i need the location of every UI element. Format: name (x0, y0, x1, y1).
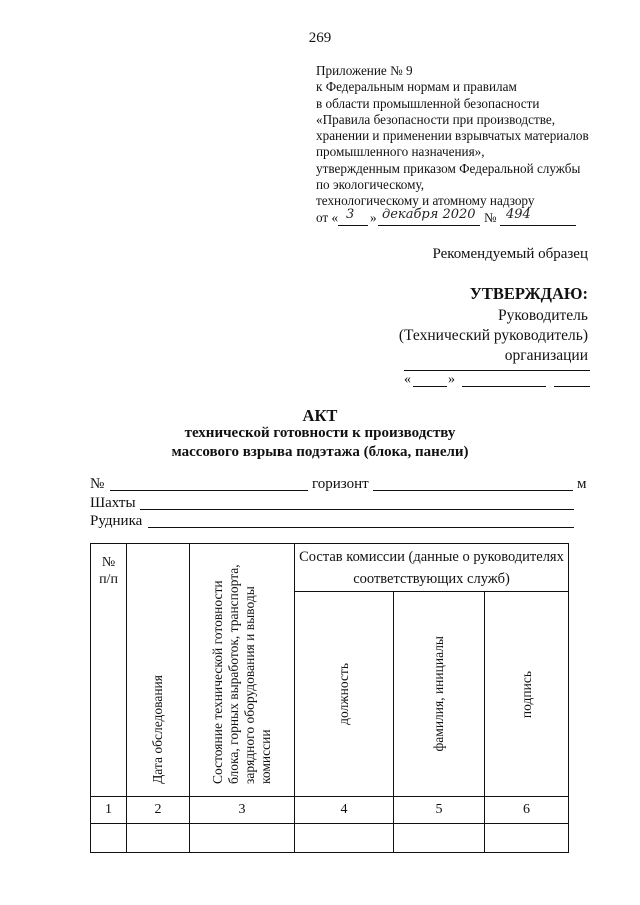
act-fields (90, 476, 590, 532)
column-number: 4 (295, 797, 394, 824)
appendix-block (316, 63, 616, 230)
header-name-label: фамилия, инициалы (431, 636, 446, 752)
approval-line: Руководитель (497, 307, 588, 324)
empty-cell[interactable] (91, 824, 127, 853)
number-horizon-row (90, 476, 590, 495)
appendix-line: Приложение № 9 (316, 63, 413, 78)
column-number: 6 (485, 797, 569, 824)
act-number-label: № (90, 476, 105, 492)
appendix-line: «Правила безопасности при производстве, (316, 111, 556, 127)
header-signature-label: подпись (518, 670, 534, 718)
empty-cell[interactable] (394, 824, 485, 853)
document-subtitle: технической готовности к производству (184, 425, 456, 441)
empty-cell[interactable] (295, 824, 394, 853)
appendix-line: промышленного назначения», (316, 144, 485, 160)
approval-heading: УТВЕРЖДАЮ: (469, 284, 588, 303)
appendix-line: технологическому и атомному надзору (316, 193, 535, 209)
approval-signature-line (404, 370, 590, 371)
approval-date-open: « (404, 372, 411, 387)
appendix-line: к Федеральным нормам и правилам (316, 79, 517, 95)
table-row-numbers (91, 797, 569, 824)
empty-cell[interactable] (190, 824, 295, 853)
order-date-prefix: от « (316, 209, 339, 225)
column-number: 1 (91, 797, 127, 824)
appendix-line: в области промышленной безопасности (316, 95, 540, 111)
header-position-label: должность (336, 663, 351, 726)
act-number-blank[interactable] (110, 490, 308, 491)
recommended-sample: Рекомендуемый образец (432, 246, 588, 262)
header-date (127, 544, 190, 797)
header-state-label: Состояние технической готовности блока, горных выработок, транспорта, зарядного оборудования и выводы комиссии (210, 564, 273, 784)
empty-cell[interactable] (127, 824, 190, 853)
horizon-label: горизонт (312, 476, 369, 492)
header-number-label: № п/п (99, 555, 118, 587)
mine-row (90, 513, 590, 532)
order-date-day: 3 (346, 206, 355, 222)
header-position (295, 592, 394, 797)
horizon-unit: м (577, 476, 587, 492)
mine-label: Рудника (90, 513, 143, 529)
order-number-value: 494 (506, 206, 531, 222)
header-number (91, 544, 127, 797)
approval-date-close: » (448, 372, 455, 387)
mine-blank[interactable] (148, 527, 574, 528)
document-subtitle: массового взрыва подэтажа (блока, панели) (171, 444, 469, 460)
commission-table (90, 543, 569, 853)
header-name (394, 592, 485, 797)
header-state (190, 544, 295, 797)
table-row (91, 824, 569, 853)
header-date-label: Дата обследования (150, 675, 165, 784)
shaft-row (90, 495, 590, 514)
shaft-label: Шахты (90, 494, 136, 511)
horizon-blank[interactable] (373, 490, 573, 491)
header-commission: Состав комиссии (данные о руководителях соответствующих служб) (295, 544, 569, 592)
column-number: 3 (190, 797, 295, 824)
order-date-line (316, 206, 616, 230)
column-number: 2 (127, 797, 190, 824)
page-number: 269 (308, 30, 332, 46)
approval-block (399, 284, 588, 366)
order-date-close: » (370, 209, 377, 225)
order-number-label: № (484, 209, 497, 225)
order-date-month-year: декабря 2020 (382, 206, 476, 222)
header-signature (485, 592, 569, 797)
column-number: 5 (394, 797, 485, 824)
appendix-line: утвержденным приказом Федеральной службы (316, 160, 581, 176)
approval-line: (Технический руководитель) (398, 327, 588, 344)
empty-cell[interactable] (485, 824, 569, 853)
approval-line: организации (504, 347, 588, 364)
approval-date-line (404, 372, 590, 392)
document-title: АКТ (302, 406, 338, 425)
appendix-line: хранении и применении взрывчатых материалов (316, 128, 589, 144)
appendix-line: по экологическому, (316, 177, 425, 193)
shaft-blank[interactable] (140, 509, 574, 510)
